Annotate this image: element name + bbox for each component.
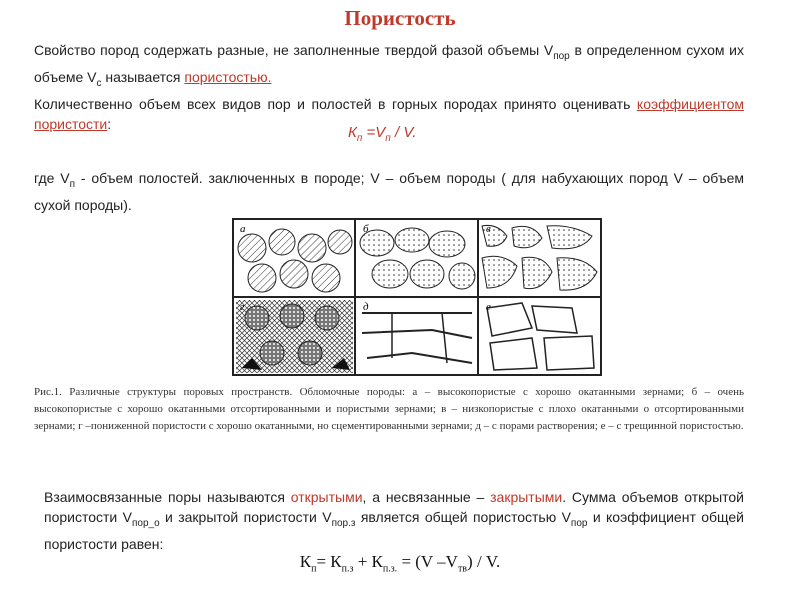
figure-caption: Рис.1. Различные структуры поровых пространств. Обломочные породы: а – высокопористые с хорошо окатанными зернами; б – очень высокопористые с хорошо окатанными отсортированными и пористыми зернами; в – низкопористые с плохо окатанными о отсортированными зернами; г –пониженной пористости с хорошо окатанными, но сцементированными зернами; д – с порами растворения; е – с трещинной пористостью. xyxy=(34,386,744,432)
panel-v xyxy=(482,225,597,290)
panel-d xyxy=(362,313,472,363)
text: Свойство пород содержать разные, не заполненные твердой фазой объемы V xyxy=(34,42,554,58)
bottom-paragraph: Взаимосвязанные поры называются открытыми, а несвязанные – закрытыми. Сумма объемов открытой пористости $V_{пор\_о}$ и закрытой пористости $V_{пор.з}$ является общей пористостью $V_{пор}$ и коэффициент общей пористости равен: xyxy=(44,489,744,552)
text: в определенном сухом их объеме V xyxy=(34,42,744,85)
panel-label: б xyxy=(363,223,369,235)
text: : xyxy=(107,115,112,132)
formula-total-porosity: $К_п= К_{п.з} + К_{п.з.} = (V$ $-V_{тв}$) / V. xyxy=(299,552,501,575)
panel-label: г xyxy=(240,301,245,313)
subscript: с xyxy=(96,77,102,89)
explanation-paragraph: где $V_п$ - объем полостей. заключенных в породе; V – объем породы ( для набухающих пород V – объем сухой породы). xyxy=(34,170,744,213)
term-porosity: пористостью. xyxy=(184,68,272,85)
panel-b xyxy=(360,228,475,289)
term-porosity-coefficient: коэффициентом пористости xyxy=(34,95,744,132)
term-closed: закрытыми xyxy=(490,489,563,505)
panel-label: в xyxy=(486,223,491,235)
panel-g xyxy=(236,300,353,373)
panel-label: е xyxy=(486,301,491,313)
term-open: открытыми xyxy=(290,489,363,505)
panel-label: а xyxy=(240,223,246,235)
subscript: пор xyxy=(553,50,570,62)
pore-structures-figure xyxy=(232,218,602,376)
panel-label: д xyxy=(363,301,369,313)
panel-a xyxy=(238,229,352,292)
text: называется xyxy=(101,68,185,85)
formula-porosity: $К_п =V_п / V$. xyxy=(348,124,417,144)
page-title: Пористость xyxy=(344,6,456,30)
text: Количественно объем всех видов пор и полостей в горных породах принято оценивать xyxy=(34,95,637,112)
panel-e xyxy=(487,303,594,370)
definition-paragraph xyxy=(34,40,744,134)
